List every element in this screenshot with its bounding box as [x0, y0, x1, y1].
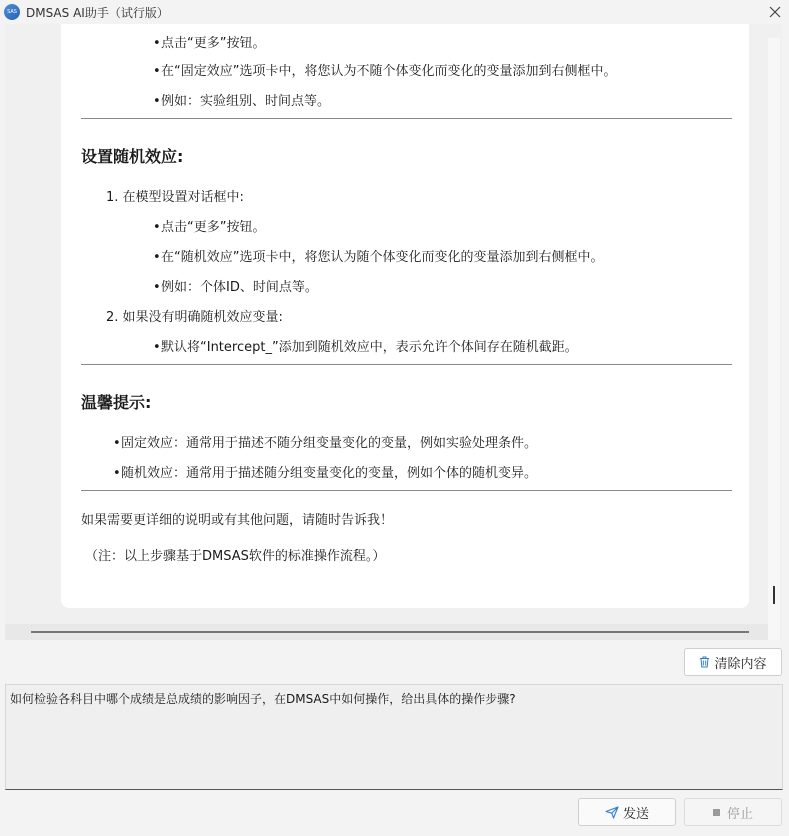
- assistant-message-card: [61, 24, 749, 608]
- bullet-dot: •: [153, 220, 161, 235]
- vertical-scrollbar[interactable]: [768, 38, 780, 640]
- bullet-dot: •: [153, 280, 161, 295]
- send-icon: [605, 806, 619, 819]
- stop-button[interactable]: [684, 798, 782, 826]
- send-label: 发送: [622, 806, 649, 822]
- bullet-dot: •: [113, 466, 121, 481]
- vertical-scroll-thumb[interactable]: [773, 586, 775, 604]
- close-button[interactable]: [765, 2, 785, 22]
- trash-icon: [699, 656, 710, 668]
- stop-label: 停止: [726, 806, 753, 822]
- question-input[interactable]: 如何检验各科目中哪个成绩是总成绩的影响因子，在DMSAS中如何操作，给出具体的操作步骤?: [5, 684, 783, 790]
- bullet-dot: •: [153, 250, 161, 265]
- random-tab-text: 在“随机效应”选项卡中，将您认为随个体变化而变化的变量添加到右侧框中。: [161, 250, 604, 265]
- chat-scroll-area: [5, 24, 782, 640]
- bullet-dot: •: [153, 94, 161, 109]
- fixed-example-text: 例如：实验组别、时间点等。: [161, 94, 331, 109]
- clear-content-label: 清除内容: [714, 656, 767, 672]
- note-text: （注：以上步骤基于DMSAS软件的标准操作流程。）: [85, 549, 386, 564]
- random-effects-heading: 设置随机效应:: [81, 147, 184, 166]
- bullet-dot: •: [153, 64, 161, 79]
- divider: [81, 118, 732, 119]
- fixed-tab-text: 在“固定效应”选项卡中，将您认为不随个体变化而变化的变量添加到右侧框中。: [161, 64, 617, 79]
- closing-text: 如果需要更详细的说明或有其他问题，请随时告诉我！: [81, 513, 394, 528]
- random-example-text: 例如：个体ID、时间点等。: [161, 280, 318, 295]
- close-icon: [769, 6, 781, 18]
- divider: [81, 490, 732, 491]
- horizontal-scrollbar[interactable]: [5, 624, 768, 640]
- random-default-text: 默认将“Intercept_”添加到随机效应中，表示允许个体间存在随机截距。: [161, 340, 578, 355]
- tips-random-text: 随机效应：通常用于描述随分组变量变化的变量，例如个体的随机变异。: [121, 466, 538, 481]
- stop-icon: [713, 809, 720, 816]
- random-step2-text: 2. 如果没有明确随机效应变量:: [106, 310, 283, 325]
- send-button[interactable]: [578, 798, 676, 826]
- fixed-more-text: 点击“更多”按钮。: [161, 36, 266, 51]
- random-more-text: 点击“更多”按钮。: [161, 220, 266, 235]
- tips-fixed-text: 固定效应：通常用于描述不随分组变量变化的变量，例如实验处理条件。: [121, 436, 538, 451]
- bullet-dot: •: [153, 340, 161, 355]
- window-title: DMSAS AI助手（试行版）: [26, 5, 169, 20]
- tips-heading: 温馨提示:: [81, 393, 152, 412]
- bullet-dot: •: [113, 436, 121, 451]
- random-step1-text: 1. 在模型设置对话框中:: [106, 190, 244, 205]
- app-logo-icon: SAS: [4, 4, 20, 20]
- title-bar: [0, 0, 789, 24]
- clear-content-button[interactable]: [684, 648, 782, 676]
- divider: [81, 364, 732, 365]
- bullet-dot: •: [153, 36, 161, 51]
- horizontal-scroll-thumb[interactable]: [31, 631, 749, 633]
